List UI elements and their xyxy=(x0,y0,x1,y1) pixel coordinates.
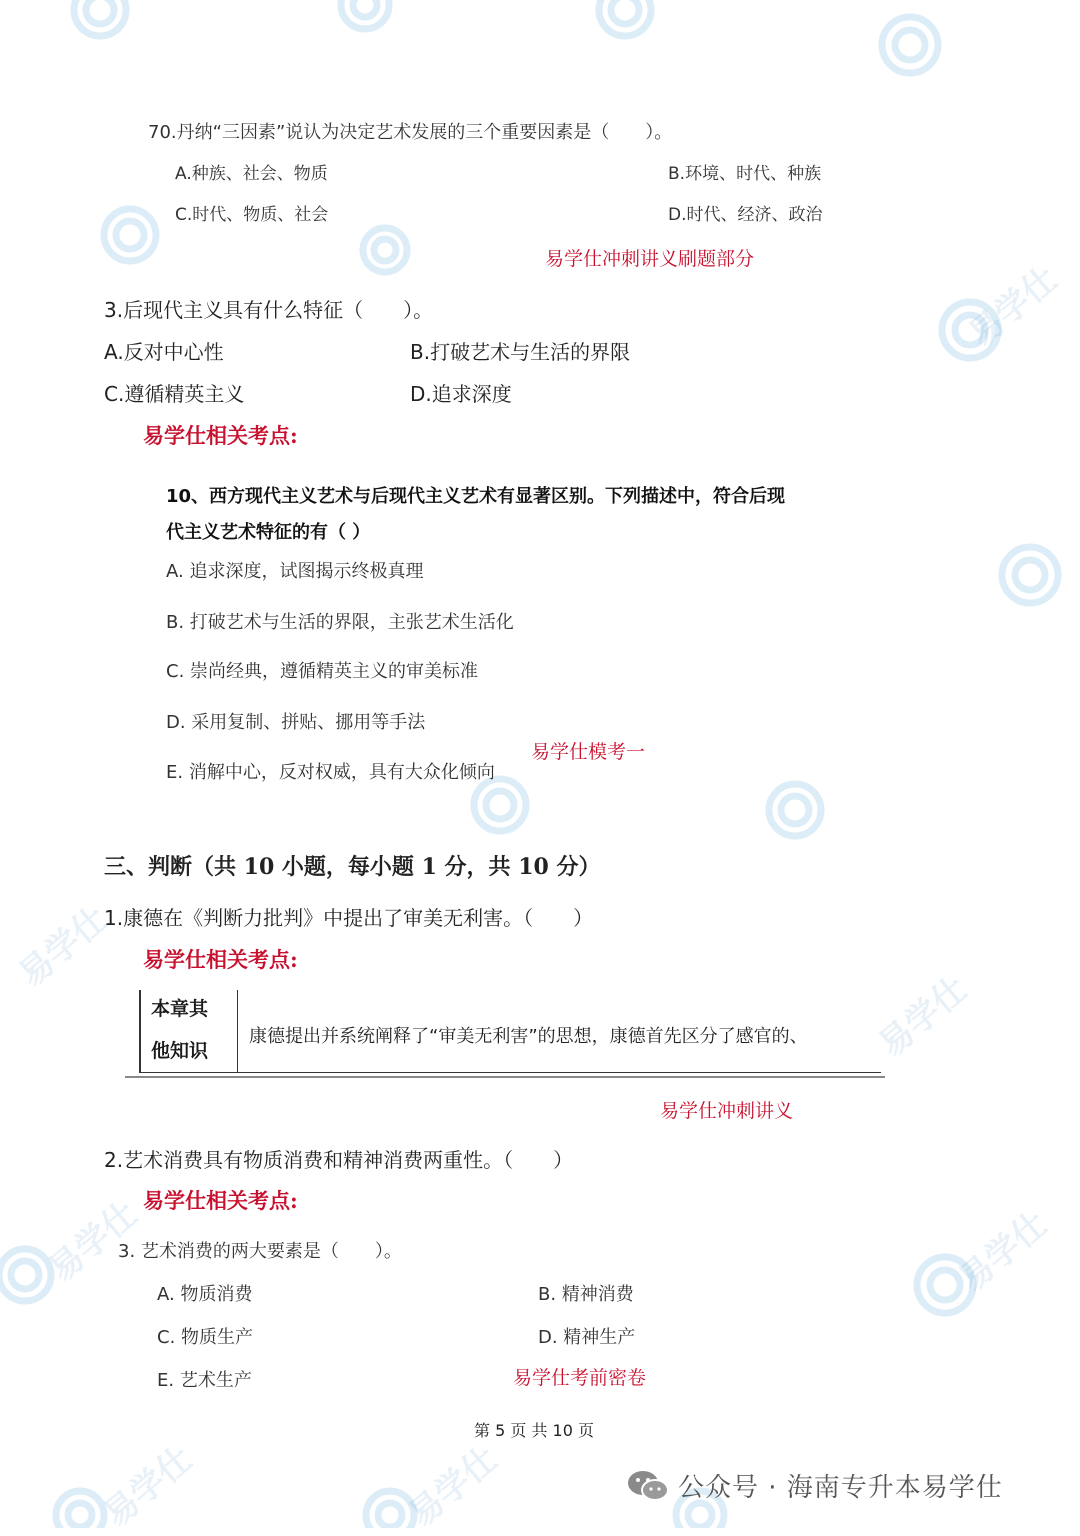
q3b-option-d: D. 精神生产 xyxy=(538,1327,636,1348)
q3-option-c: C.遵循精英主义 xyxy=(104,382,245,406)
q3b-option-c: C. 物质生产 xyxy=(157,1327,254,1348)
q3-option-b: B.打破艺术与生活的界限 xyxy=(410,340,631,364)
q10-stem-line1: 10、西方现代主义艺术与后现代主义艺术有显著区别。下列描述中，符合后现 xyxy=(166,486,786,507)
watermark-text: 易学仕 xyxy=(41,1194,146,1291)
q3b-option-b: B. 精神消费 xyxy=(538,1284,634,1305)
q10-option-e: E. 消解中心，反对权威，具有大众化倾向 xyxy=(166,762,495,783)
divider xyxy=(125,1076,885,1078)
wechat-icon xyxy=(626,1468,670,1508)
q70-stem: 70.丹纳“三因素”说认为决定艺术发展的三个重要因素是（ ）。 xyxy=(148,122,673,143)
watermark-text: 易学仕 xyxy=(961,259,1066,356)
watermark-text: 易学仕 xyxy=(401,1439,506,1536)
q10-stem-line2: 代主义艺术特征的有（ ） xyxy=(166,522,371,543)
kaodian-label: 易学仕相关考点: xyxy=(143,947,298,972)
section-title: 三、判断（共 10 小题，每小题 1 分，共 10 分） xyxy=(104,854,601,880)
q3b-option-e: E. 艺术生产 xyxy=(157,1370,252,1391)
source-note: 易学仕考前密卷 xyxy=(513,1367,647,1389)
source-note: 易学仕冲刺讲义 xyxy=(660,1100,794,1122)
source-note: 易学仕模考一 xyxy=(531,741,646,763)
table-head-line1: 本章其 xyxy=(151,998,209,1020)
page-number: 第 5 页 共 10 页 xyxy=(474,1421,594,1440)
q3b-option-a: A. 物质消费 xyxy=(157,1284,253,1305)
q3-stem: 3.后现代主义具有什么特征（ ）。 xyxy=(104,298,434,322)
watermark-text: 易学仕 xyxy=(951,1204,1056,1301)
source-note: 易学仕冲刺讲义刷题部分 xyxy=(545,248,755,270)
q10-option-b: B. 打破艺术与生活的界限，主张艺术生活化 xyxy=(166,612,514,633)
q3b-stem: 3. 艺术消费的两大要素是（ ）。 xyxy=(118,1241,402,1262)
table-body-cell: 康德提出并系统阐释了“审美无利害”的思想，康德首先区分了感官的、 xyxy=(249,1026,808,1047)
q70-option-d: D.时代、经济、政治 xyxy=(668,205,823,225)
knowledge-table xyxy=(139,990,881,1073)
q3-option-d: D.追求深度 xyxy=(410,382,512,406)
j2-stem: 2.艺术消费具有物质消费和精神消费两重性。（ ） xyxy=(104,1148,574,1172)
watermark-text: 易学仕 xyxy=(11,899,116,996)
q70-option-b: B.环境、时代、种族 xyxy=(668,164,822,184)
kaodian-label: 易学仕相关考点: xyxy=(143,423,298,448)
q10-option-c: C. 崇尚经典，遵循精英主义的审美标准 xyxy=(166,661,479,682)
q10-option-a: A. 追求深度，试图揭示终极真理 xyxy=(166,561,424,582)
q3-option-a: A.反对中心性 xyxy=(104,340,224,364)
kaodian-label: 易学仕相关考点: xyxy=(143,1188,298,1213)
table-head-line2: 他知识 xyxy=(151,1040,209,1062)
q70-option-a: A.种族、社会、物质 xyxy=(175,164,328,184)
j1-stem: 1.康德在《判断力批判》中提出了审美无利害。（ ） xyxy=(104,906,594,930)
watermark-text: 易学仕 xyxy=(871,969,976,1066)
q70-option-c: C.时代、物质、社会 xyxy=(175,205,329,225)
table-head-cell xyxy=(141,990,238,1072)
wechat-account-label: 公众号 · 海南专升本易学仕 xyxy=(678,1473,1003,1503)
q10-option-d: D. 采用复制、拼贴、挪用等手法 xyxy=(166,712,426,733)
watermark-text: 易学仕 xyxy=(96,1439,201,1536)
